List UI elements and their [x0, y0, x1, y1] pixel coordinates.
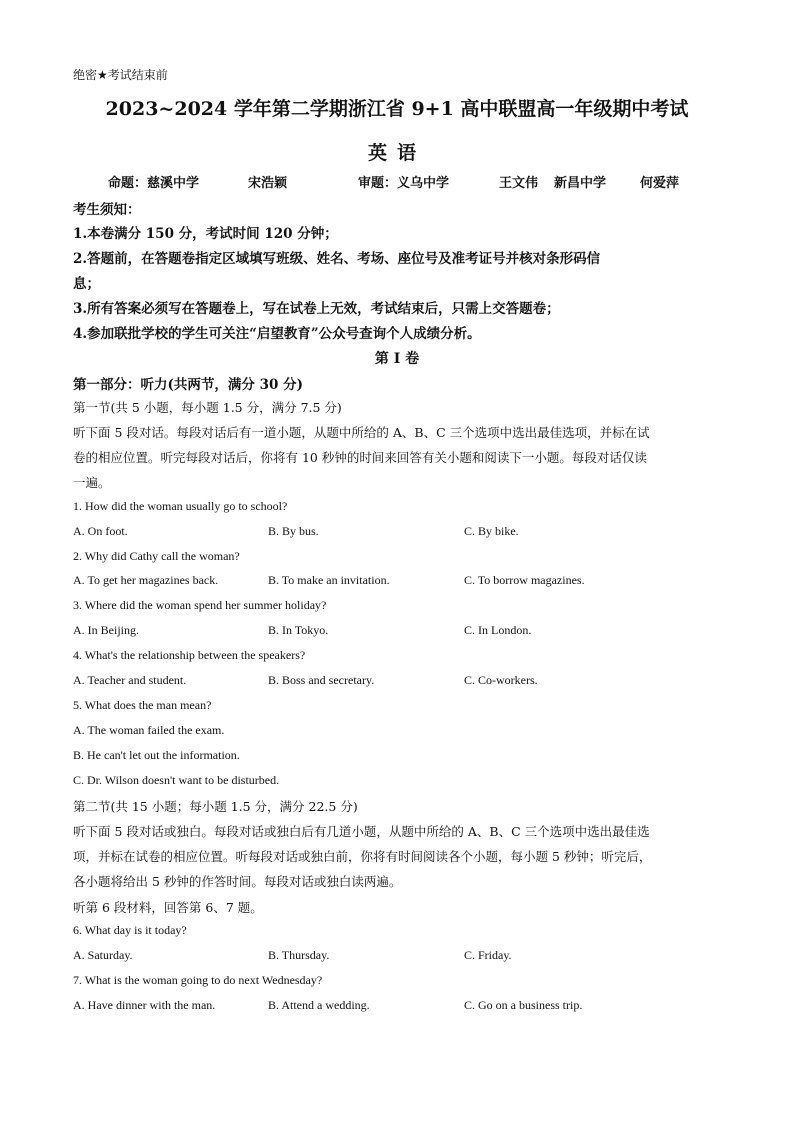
- question-stem: 4. What's the relationship between the speakers?: [73, 648, 306, 662]
- notice-item: 息；: [73, 276, 100, 292]
- question-stem: 3. Where did the woman spend her summer holiday?: [73, 598, 327, 612]
- part-heading: 第一部分：听力(共两节，满分 30 分): [73, 377, 303, 393]
- instruction-line: 卷的相应位置。听完每段对话后，你将有 10 秒钟的时间来回答有关小题和阅读下一小题。每段对话仅读: [73, 450, 647, 465]
- option-c: C. Friday.: [464, 948, 512, 962]
- author-shen-ti: 审题：义乌中学: [358, 176, 450, 191]
- volume-heading: 第 I 卷: [374, 351, 420, 367]
- instruction-line: 听下面 5 段对话。每段对话后有一道小题，从题中所给的 A、B、C 三个选项中选出最佳选项，并标在试: [73, 425, 650, 440]
- material-note: 听第 6 段材料，回答第 6、7 题。: [73, 900, 263, 915]
- option-a: A. The woman failed the exam.: [73, 723, 225, 737]
- option-c: C. Dr. Wilson doesn't want to be disturbed.: [73, 773, 280, 787]
- question-stem: 5. What does the man mean?: [73, 698, 212, 712]
- option-c: C. To borrow magazines.: [464, 573, 585, 587]
- option-c: C. By bike.: [464, 524, 519, 538]
- notice-item: 3.所有答案必须写在答题卷上，写在试卷上无效，考试结束后，只需上交答题卷；: [73, 301, 560, 317]
- notice-item: 1.本卷满分 150 分，考试时间 120 分钟；: [73, 226, 338, 242]
- question-stem: 2. Why did Cathy call the woman?: [73, 549, 240, 563]
- option-b: B. In Tokyo.: [268, 623, 329, 637]
- instruction-line: 各小题将给出 5 秒钟的作答时间。每段对话或独白读两遍。: [73, 874, 402, 889]
- author-ming-ti-name: 宋浩颖: [248, 176, 288, 191]
- exam-title: 2023~2024 学年第二学期浙江省 9+1 高中联盟高一年级期中考试: [105, 98, 689, 120]
- section-heading: 第一节(共 5 小题，每小题 1.5 分，满分 7.5 分): [73, 400, 342, 415]
- subject-title: 英语: [367, 142, 426, 164]
- question-stem: 1. How did the woman usually go to school?: [73, 499, 288, 513]
- notice-item: 4.参加联批学校的学生可关注“启望教育”公众号查询个人成绩分析。: [73, 326, 481, 342]
- option-c: C. Go on a business trip.: [464, 998, 583, 1012]
- option-c: C. Co-workers.: [464, 673, 538, 687]
- instruction-line: 项，并标在试卷的相应位置。听每段对话或独白前，你将有时间阅读各个小题，每小题 5 秒钟；听完后，: [73, 849, 652, 864]
- option-b: B. By bus.: [268, 524, 319, 538]
- option-a: A. Saturday.: [73, 948, 133, 962]
- question-stem: 7. What is the woman going to do next Wednesday?: [73, 973, 323, 987]
- option-a: A. To get her magazines back.: [73, 573, 219, 587]
- section-heading: 第二节(共 15 小题；每小题 1.5 分，满分 22.5 分): [73, 799, 358, 814]
- question-stem: 6. What day is it today?: [73, 923, 187, 937]
- option-b: B. Attend a wedding.: [268, 998, 370, 1012]
- instruction-line: 一遍。: [73, 475, 111, 490]
- author-ming-ti: 命题：慈溪中学: [108, 176, 200, 191]
- option-b: B. To make an invitation.: [268, 573, 390, 587]
- option-c: C. In London.: [464, 623, 532, 637]
- option-a: A. Teacher and student.: [73, 673, 187, 687]
- instruction-line: 听下面 5 段对话或独白。每段对话或独白后有几道小题，从题中所给的 A、B、C 三个选项中选出最佳选: [73, 824, 650, 839]
- author-shen-ti-name1: 王文伟: [499, 176, 539, 191]
- author-shen-ti-school2: 新昌中学: [554, 176, 607, 191]
- notice-heading: 考生须知：: [73, 202, 141, 218]
- notice-item: 2.答题前，在答题卷指定区域填写班级、姓名、考场、座位号及准考证号并核对条形码信: [73, 251, 601, 267]
- option-b: B. Thursday.: [268, 948, 330, 962]
- option-a: A. In Beijing.: [73, 623, 139, 637]
- confidential-label: 绝密★考试结束前: [73, 68, 168, 82]
- option-a: A. On foot.: [73, 524, 128, 538]
- option-b: B. He can't let out the information.: [73, 748, 240, 762]
- option-a: A. Have dinner with the man.: [73, 998, 216, 1012]
- author-shen-ti-name2: 何爱萍: [640, 176, 680, 191]
- option-b: B. Boss and secretary.: [268, 673, 375, 687]
